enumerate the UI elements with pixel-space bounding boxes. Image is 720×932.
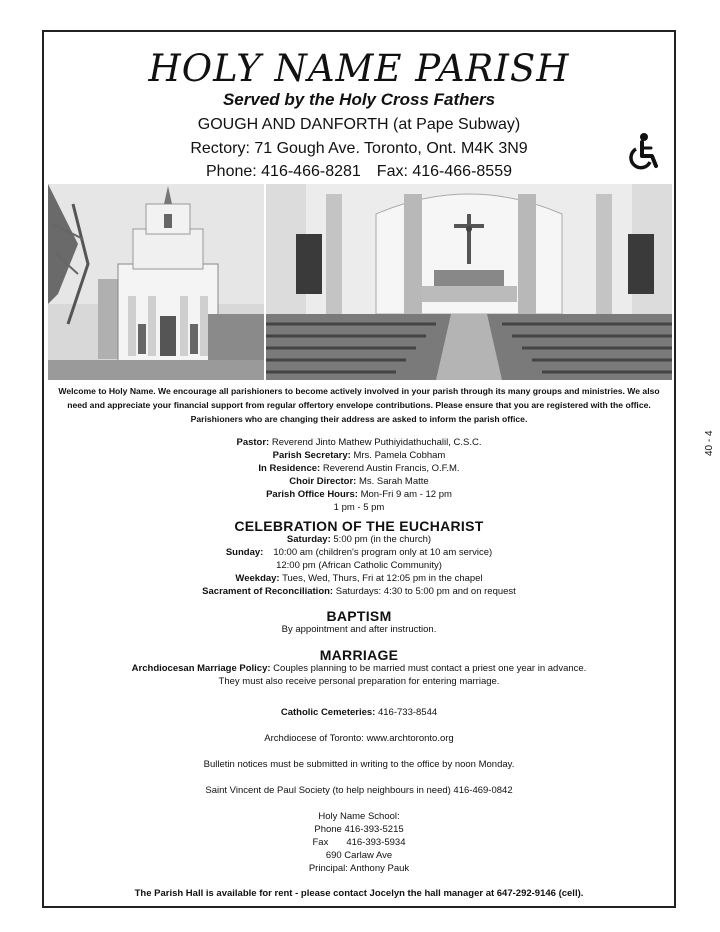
school-address: 690 Carlaw Ave (325, 850, 393, 861)
bulletin-notice: Bulletin notices must be submitted in writing to the office by noon Monday. (203, 759, 515, 770)
reconciliation-line: Sacrament of Reconciliation: Saturdays: 4:30 to 5:00 pm and on request (202, 586, 516, 597)
office-hours-line: Parish Office Hours: Mon-Fri 9 am - 12 pm (266, 489, 452, 500)
svdp-line: Saint Vincent de Paul Society (to help neighbours in need) 416-469-0842 (205, 785, 513, 796)
office-hours-afternoon: 1 pm - 5 pm (333, 502, 385, 513)
marriage-policy: Archdiocesan Marriage Policy: Couples planning to be married must contact a priest one year in advance. (131, 663, 587, 674)
parish-subtitle: Served by the Holy Cross Fathers (222, 90, 496, 109)
archdiocese-line: Archdiocese of Toronto: www.archtoronto.org (264, 733, 454, 744)
secretary-line: Parish Secretary: Mrs. Pamela Cobham (272, 450, 446, 461)
fax-number: Fax: 416-466-8559 (376, 163, 512, 180)
marriage-heading: MARRIAGE (319, 647, 399, 663)
marriage-section (44, 649, 674, 688)
pastor-line: Pastor: Reverend Jinto Mathew Puthiyidathuchalil, C.S.C. (236, 437, 482, 448)
residence-line: In Residence: Reverend Austin Francis, O.F.M. (258, 463, 460, 474)
eucharist-section (44, 520, 674, 598)
school-section (44, 810, 674, 875)
church-exterior-photo (48, 184, 264, 380)
marriage-policy-2: They must also receive personal preparation for entering marriage. (218, 676, 500, 687)
contact-line (44, 163, 674, 181)
rectory-address: Rectory: 71 Gough Ave. Toronto, Ont. M4K 3N9 (190, 140, 528, 157)
sunday-mass: Sunday: 10:00 am (children's program only at 10 am service) (225, 547, 493, 558)
wheelchair-icon (622, 132, 662, 172)
baptism-section (44, 610, 674, 636)
school-principal: Principal: Anthony Pauk (308, 863, 410, 874)
church-interior-photo (266, 184, 672, 380)
school-phone: Phone 416-393-5215 (314, 824, 404, 835)
choir-line: Choir Director: Ms. Sarah Matte (289, 476, 429, 487)
parish-location: GOUGH AND DANFORTH (at Pape Subway) (197, 116, 521, 133)
baptism-text: By appointment and after instruction. (281, 624, 437, 635)
cemeteries-line: Catholic Cemeteries: 416-733-8544 (280, 707, 438, 718)
bulletin-frame (42, 30, 676, 908)
saturday-mass: Saturday: 5:00 pm (in the church) (286, 534, 432, 545)
baptism-heading: BAPTISM (326, 608, 392, 624)
parish-hall-notice: The Parish Hall is available for rent - please contact Jocelyn the hall manager at 647-292-9146 (cell). (134, 888, 584, 899)
school-title: Holy Name School: (318, 811, 400, 822)
school-fax: Fax 416-393-5934 (312, 837, 406, 848)
sunday-mass-noon: 12:00 pm (African Catholic Community) (276, 560, 442, 571)
page-code: 40 - 4 (704, 430, 715, 456)
phone-number: Phone: 416-466-8281 (206, 163, 361, 180)
weekday-mass: Weekday: Tues, Wed, Thurs, Fri at 12:05 pm in the chapel (235, 573, 483, 584)
staff-list (44, 436, 674, 514)
parish-title: HOLY NAME PARISH (148, 47, 570, 90)
eucharist-heading: CELEBRATION OF THE EUCHARIST (234, 518, 484, 534)
welcome-paragraph: Welcome to Holy Name. We encourage all parishioners to become actively involved in your parish through its many groups and ministries. We also need and appreciate your financial support from regular offertory envelope contributions. Please ensure that you are registered with the office. Parishioners who are changing their address are asked to inform the parish office. (58, 386, 660, 424)
